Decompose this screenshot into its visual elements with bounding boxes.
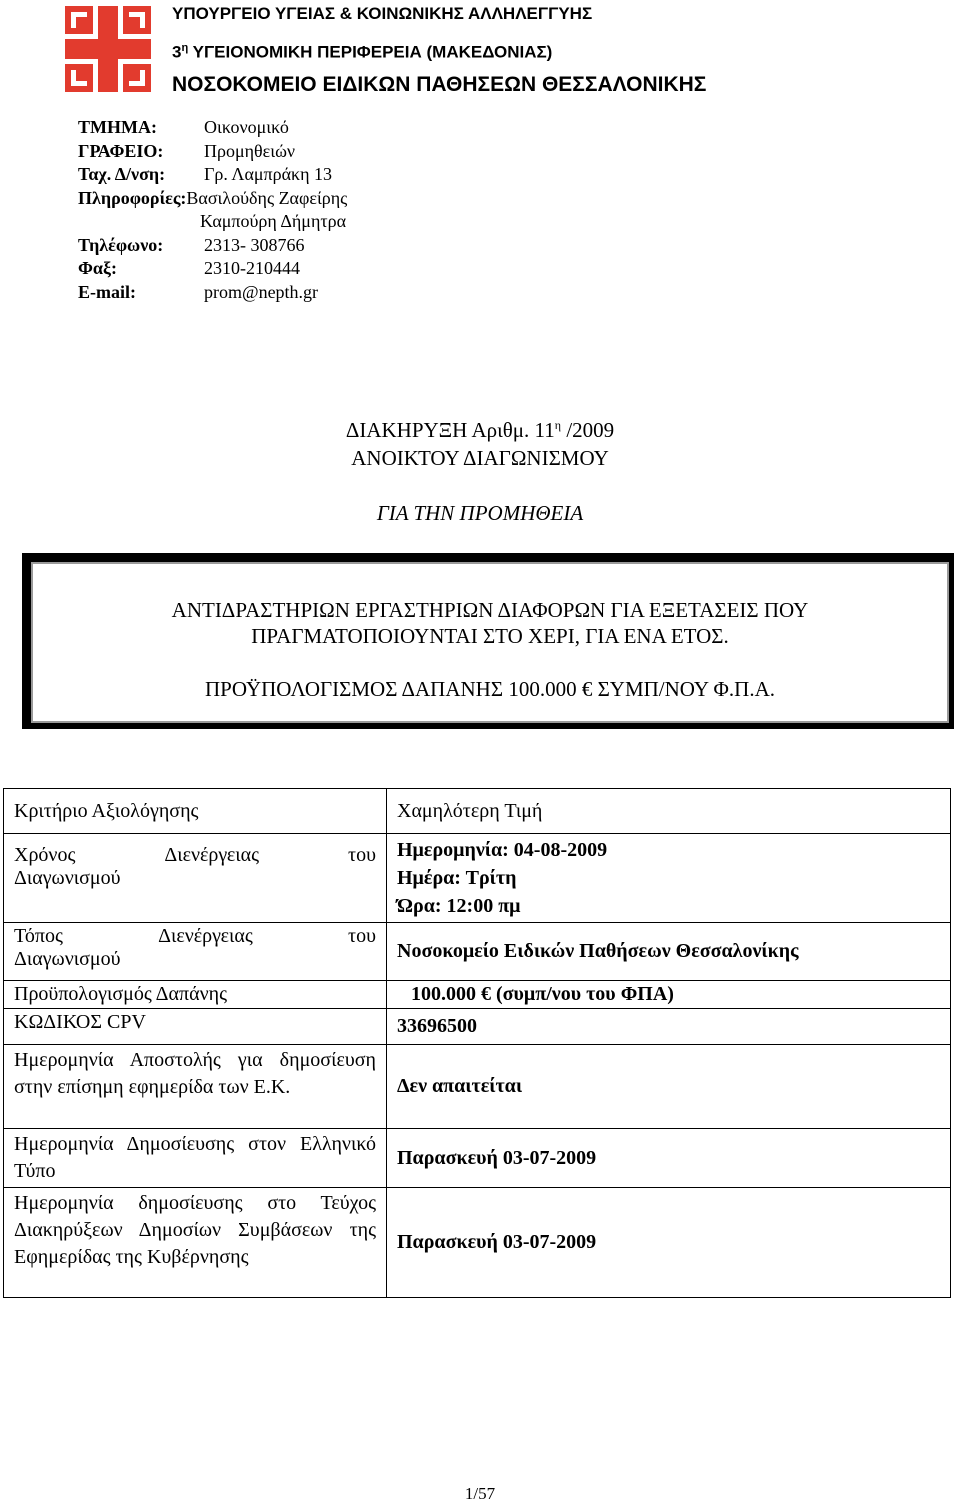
budget-line: ΠΡΟΫΠΟΛΟΓΙΣΜΟΣ ΔΑΠΑΝΗΣ 100.000 € ΣΥΜΠ/ΝΟΥ Φ.Π.Α. <box>205 677 775 701</box>
word: του <box>348 844 376 866</box>
declaration-number <box>0 418 960 443</box>
cell-budget-label: Προϋπολογισμός Δαπάνης <box>4 981 387 1009</box>
table-row <box>4 834 951 923</box>
email-link[interactable]: prom@nepth.gr <box>204 281 319 302</box>
cell-time-value <box>387 834 951 923</box>
cell-time-label <box>4 834 387 923</box>
contact-info <box>78 116 347 304</box>
cell-budget-value: 100.000 € (συμπ/νου του ΦΠΑ) <box>387 981 951 1009</box>
info-label: Πληροφορίες: <box>78 187 187 208</box>
subject-line-2: ΠΡΑΓΜΑΤΟΠΟΙΟΥΝΤΑΙ ΣΤΟ ΧΕΡΙ, ΓΙΑ ΕΝΑ ΕΤΟΣ. <box>251 624 729 648</box>
cell-cpv-label: ΚΩΔΙΚΟΣ CPV <box>4 1009 387 1045</box>
cell-criterion-label: Κριτήριο Αξιολόγησης <box>4 789 387 834</box>
info-value: 2310-210444 <box>204 258 300 278</box>
info-value: Οικονομικό <box>204 117 289 137</box>
cell-cpv-value: 33696500 <box>387 1009 951 1045</box>
info-row-address <box>78 163 347 187</box>
region-number: 3 <box>172 42 182 62</box>
cell-criterion-value: Χαμηλότερη Τιμή <box>387 789 951 834</box>
date-text: Ημερομηνία: 04-08-2009 <box>397 839 608 861</box>
info-label: Ταχ. Δ/νση: <box>78 164 166 184</box>
word: Διαγωνισμού <box>14 948 121 970</box>
info-label: Τηλέφωνο: <box>78 234 164 255</box>
info-label: E-mail: <box>78 281 136 302</box>
tender-details-table <box>3 788 951 1298</box>
cell-gazette-label: Ημερομηνία δημοσίευσης στο Τεύχος Διακηρύξεων Δημοσίων Συμβάσεων της Εφημερίδας της Κυβέρνησης <box>4 1188 387 1298</box>
hospital-cross-logo <box>65 6 151 92</box>
declaration-ordinal: η <box>554 418 562 432</box>
hour-text: Ώρα: 12:00 πμ <box>397 895 521 917</box>
health-region <box>172 38 552 63</box>
cell-place-label <box>4 923 387 981</box>
info-value: Βασιλούδης Ζαφείρης <box>186 187 348 208</box>
table-row <box>4 789 951 834</box>
word: Χρόνος <box>14 844 76 866</box>
page-number: 1/57 <box>464 1484 496 1503</box>
declaration-subject: ΓΙΑ ΤΗΝ ΠΡΟΜΗΘΕΙΑ <box>376 501 584 525</box>
info-row-office <box>78 140 347 164</box>
table-row <box>4 1129 951 1188</box>
info-value: Καμπούρη Δήμητρα <box>200 211 347 231</box>
subject-line-1: ΑΝΤΙΔΡΑΣΤΗΡΙΩΝ ΕΡΓΑΣΤΗΡΙΩΝ ΔΙΑΦΟΡΩΝ ΓΙΑ ΕΞΕΤΑΣΕΙΣ ΠΟΥ <box>171 598 809 622</box>
info-row-email <box>78 281 347 305</box>
info-label: ΤΜΗΜΑ: <box>78 117 157 137</box>
region-ordinal: η <box>181 42 189 54</box>
cell-place-value: Νοσοκομείο Ειδικών Παθήσεων Θεσσαλονίκης <box>387 923 951 981</box>
word: Διενέργειας <box>158 925 253 947</box>
info-value: Γρ. Λαμπράκη 13 <box>204 164 333 184</box>
region-name: ΥΓΕΙΟΝΟΜΙΚΗ ΠΕΡΙΦΕΡΕΙΑ (ΜΑΚΕΔΟΝΙΑΣ) <box>188 42 553 62</box>
table-row <box>4 923 951 981</box>
word: Διενέργειας <box>164 844 260 866</box>
cell-eu-value: Δεν απαιτείται <box>387 1045 951 1129</box>
table-row <box>4 1188 951 1298</box>
info-row-contacts <box>78 187 347 211</box>
info-row-department <box>78 116 347 140</box>
ministry-name: ΥΠΟΥΡΓΕΙΟ ΥΓΕΙΑΣ & ΚΟΙΝΩΝΙΚΗΣ ΑΛΛΗΛΕΓΓΥΗΣ <box>172 4 593 23</box>
info-label: Φαξ: <box>78 258 117 278</box>
table-row <box>4 1045 951 1129</box>
info-row-contacts-2 <box>78 210 347 234</box>
info-row-fax <box>78 257 347 281</box>
word: Διαγωνισμού <box>14 867 121 889</box>
info-label: ΓΡΑΦΕΙΟ: <box>78 140 164 161</box>
declaration-type: ΑΝΟΙΚΤΟΥ ΔΙΑΓΩΝΙΣΜΟΥ <box>351 446 609 470</box>
word: του <box>348 925 376 947</box>
declaration-year: /2009 <box>561 418 615 442</box>
info-label <box>78 210 200 234</box>
info-value: 2313- 308766 <box>204 234 305 255</box>
declaration-number-text: ΔΙΑΚΗΡΥΞΗ Αριθμ. 11 <box>345 418 555 442</box>
cell-eu-label: Ημερομηνία Αποστολής για δημοσίευση στην επίσημη εφημερίδα των Ε.Κ. <box>4 1045 387 1129</box>
cell-press-value: Παρασκευή 03-07-2009 <box>387 1129 951 1188</box>
day-text: Ημέρα: Τρίτη <box>397 867 517 889</box>
info-value: Προμηθειών <box>204 140 296 161</box>
table-row <box>4 981 951 1009</box>
word: Τόπος <box>14 925 63 947</box>
table-row <box>4 1009 951 1045</box>
cell-press-label: Ημερομηνία Δημοσίευσης στον Ελληνικό Τύπο <box>4 1129 387 1188</box>
cell-gazette-value: Παρασκευή 03-07-2009 <box>387 1188 951 1298</box>
hospital-name: ΝΟΣΟΚΟΜΕΙΟ ΕΙΔΙΚΩΝ ΠΑΘΗΣΕΩΝ ΘΕΣΣΑΛΟΝΙΚΗΣ <box>172 73 707 96</box>
info-row-phone <box>78 234 347 258</box>
